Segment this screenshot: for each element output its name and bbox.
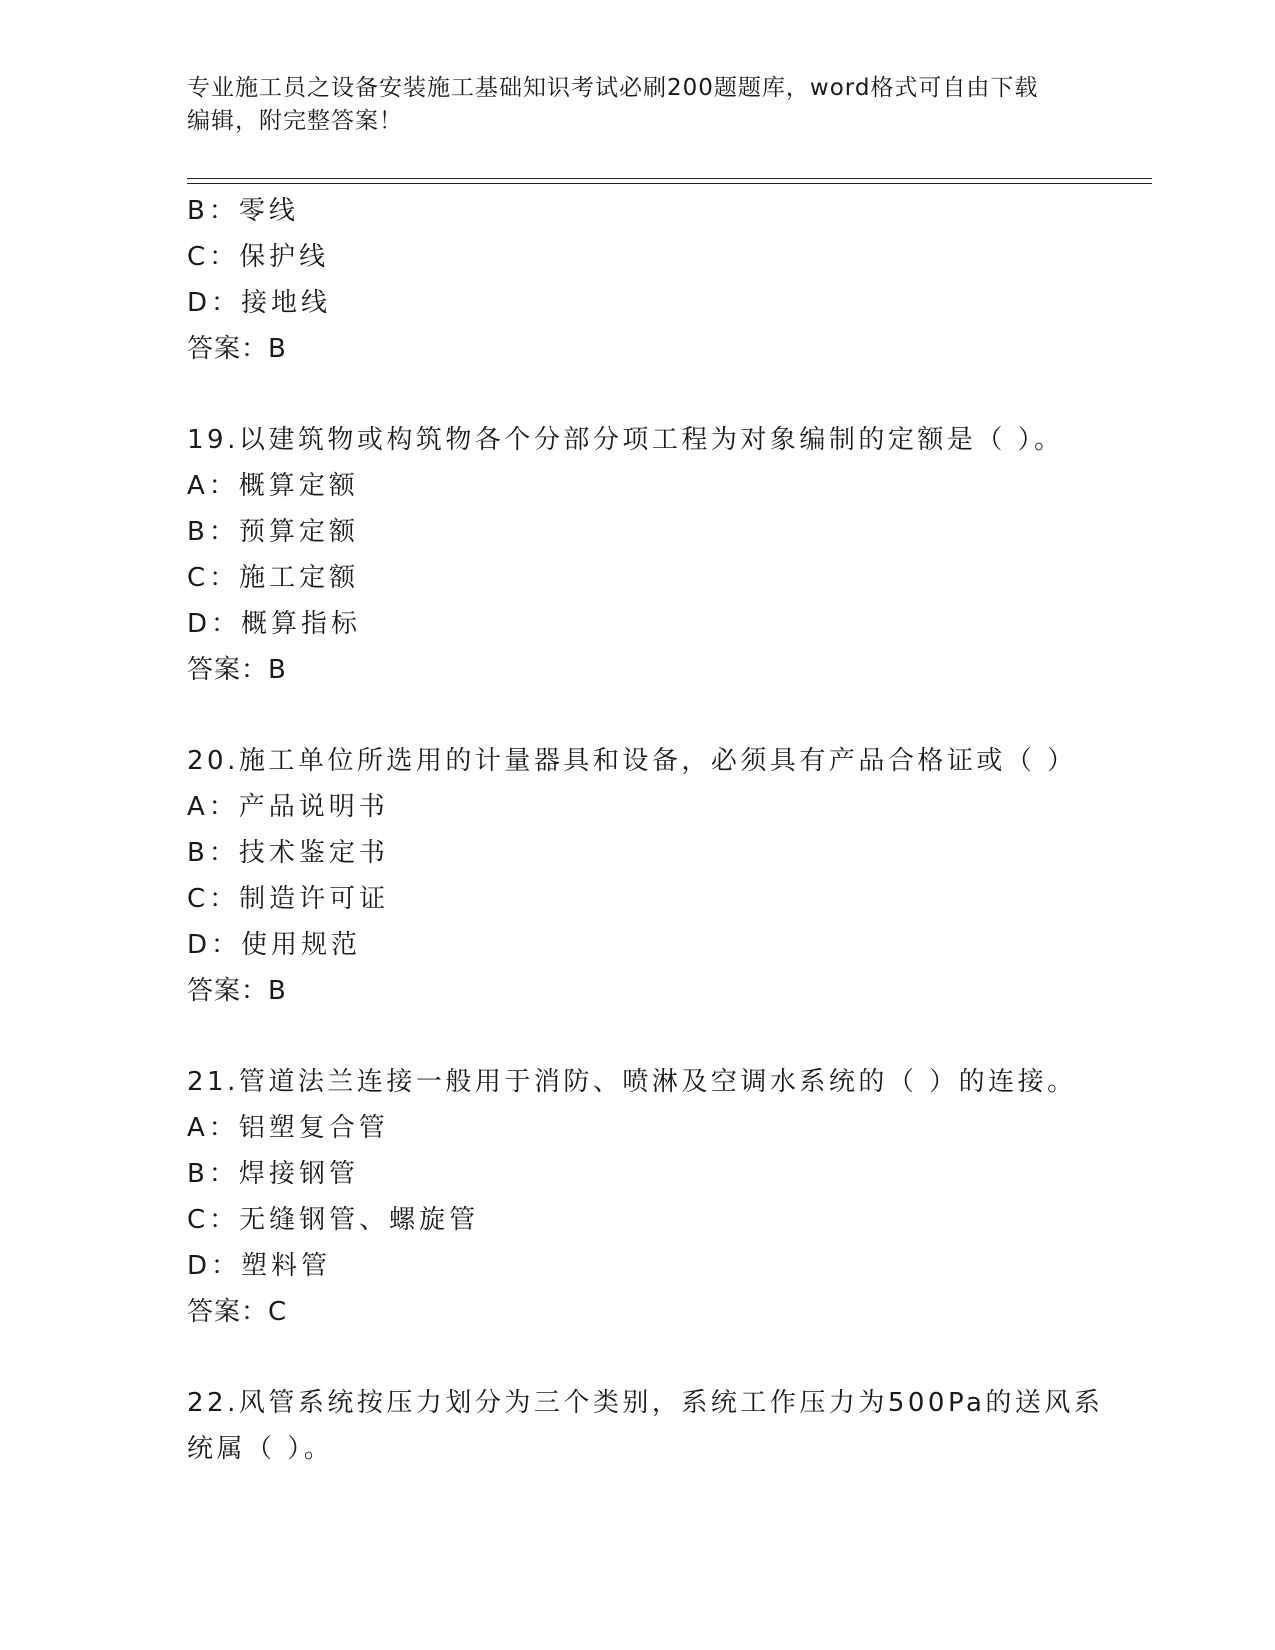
question-19: [187, 417, 1137, 693]
option-d: D：概算指标: [187, 609, 362, 639]
option-a: A：产品说明书: [187, 792, 389, 822]
option-d: D：塑料管: [187, 1251, 332, 1281]
option-a: A：概算定额: [187, 471, 359, 501]
option-b: B：零线: [187, 196, 299, 226]
option-d: D：使用规范: [187, 930, 362, 960]
header-title-line-1: 专业施工员之设备安装施工基础知识考试必刷200题题库，word格式可自由下载: [187, 75, 1039, 101]
question-text: 21.管道法兰连接一般用于消防、喷淋及空调水系统的（ ）的连接。: [187, 1067, 1077, 1097]
spacer: [187, 1335, 1137, 1380]
question-18-continuation: [187, 188, 1137, 372]
question-text: 20.施工单位所选用的计量器具和设备，必须具有产品合格证或（ ）: [187, 746, 1077, 776]
option-c: C：保护线: [187, 242, 330, 272]
option-c: C：无缝钢管、螺旋管: [187, 1205, 480, 1235]
option-b: B：焊接钢管: [187, 1159, 359, 1189]
option-c: C：制造许可证: [187, 884, 390, 914]
option-b: B：技术鉴定书: [187, 838, 389, 868]
option-b: B：预算定额: [187, 517, 359, 547]
spacer: [187, 693, 1137, 738]
answer: 答案：B: [187, 976, 287, 1006]
header-divider-top: [187, 178, 1152, 179]
header-divider-bottom: [187, 183, 1152, 184]
answer: 答案：C: [187, 1297, 288, 1327]
spacer: [187, 1014, 1137, 1059]
question-20: [187, 738, 1137, 1014]
question-22: [187, 1380, 1137, 1472]
question-text-line-1: 22.风管系统按压力划分为三个类别，系统工作压力为500Pa的送风系: [187, 1388, 1104, 1418]
document-header: [187, 72, 1067, 138]
option-a: A：铝塑复合管: [187, 1113, 389, 1143]
question-text: 19.以建筑物或构筑物各个分部分项工程为对象编制的定额是（ ）。: [187, 425, 1064, 455]
question-21: [187, 1059, 1137, 1335]
header-title-line-2: 编辑，附完整答案！: [187, 108, 403, 134]
option-c: C：施工定额: [187, 563, 360, 593]
answer: 答案：B: [187, 655, 287, 685]
question-list: [187, 188, 1137, 1472]
answer: 答案：B: [187, 334, 287, 364]
question-text-line-2: 统属（ ）。: [187, 1434, 334, 1464]
option-d: D：接地线: [187, 288, 332, 318]
spacer: [187, 372, 1137, 417]
